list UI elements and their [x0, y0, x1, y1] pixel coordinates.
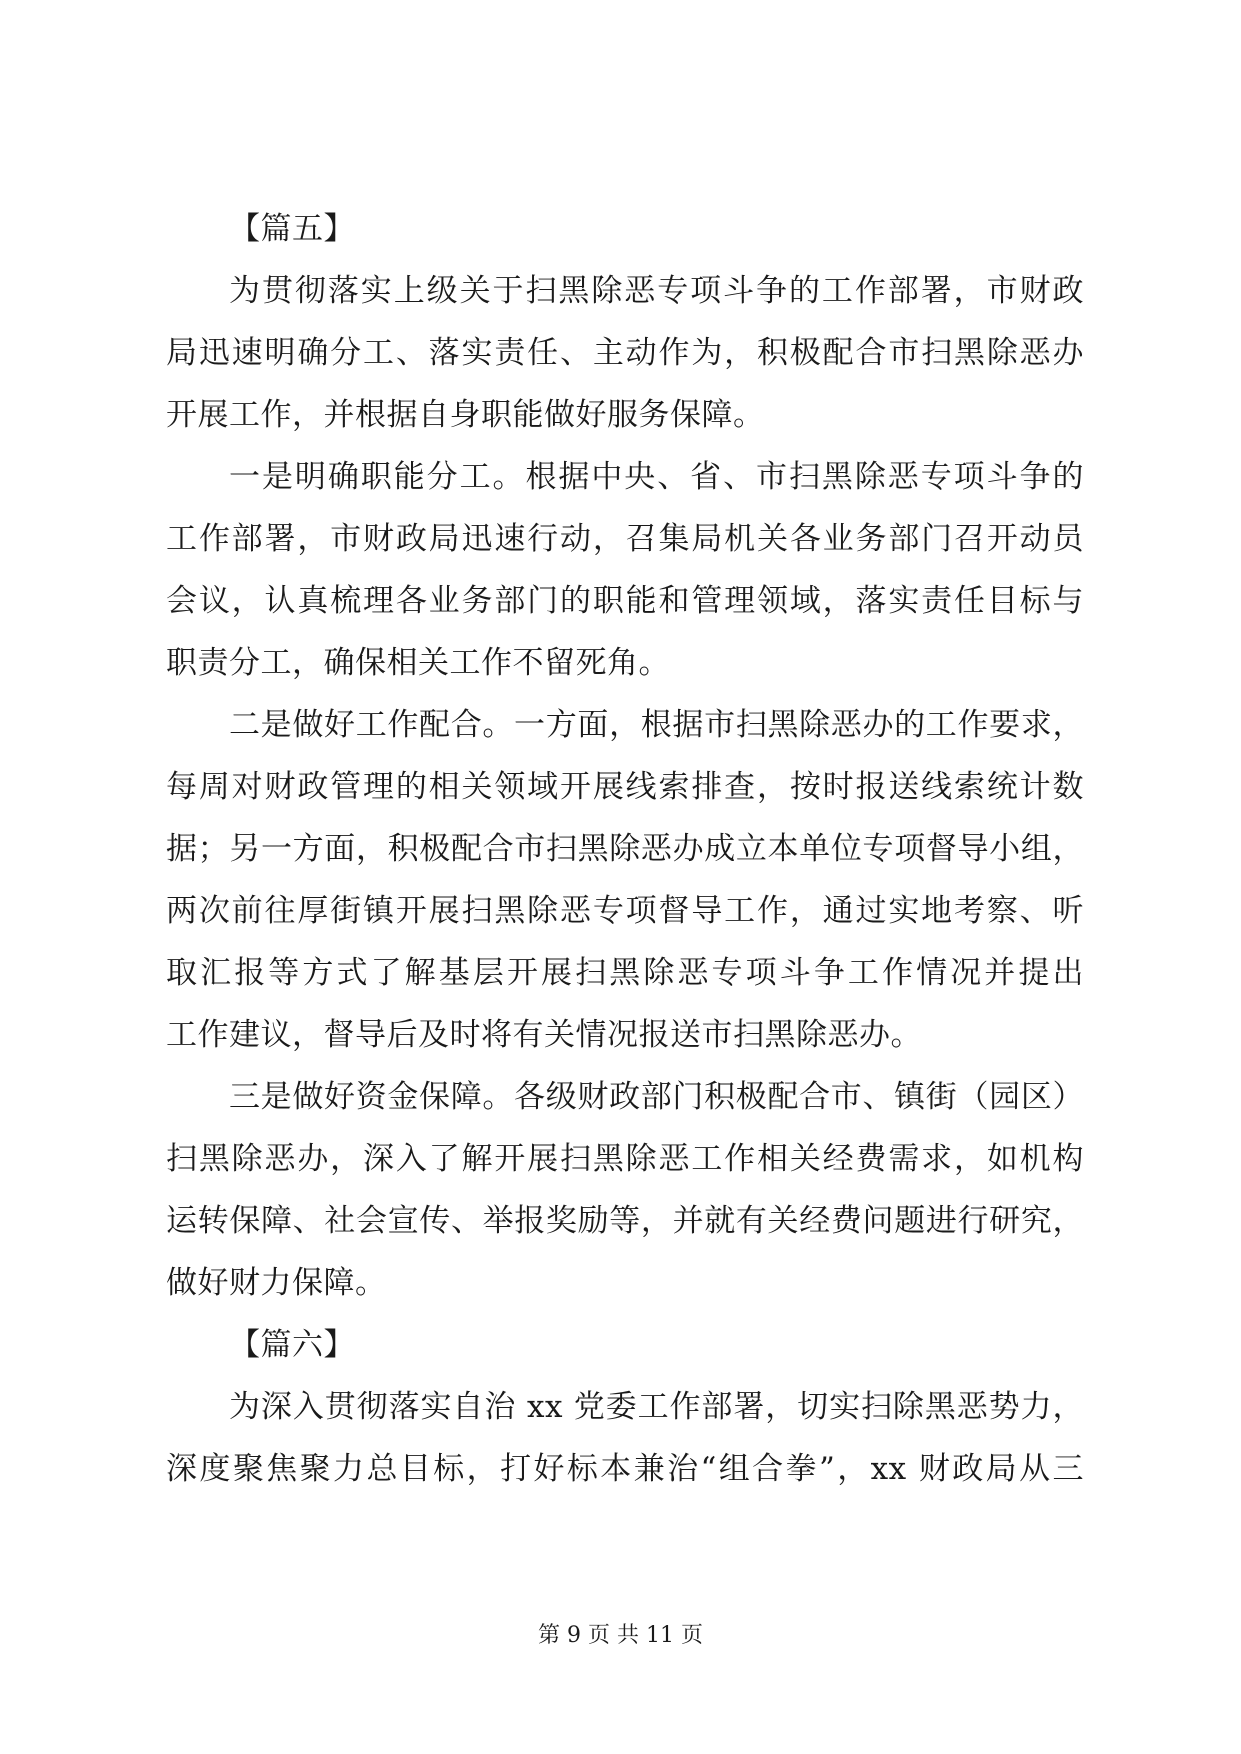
document-body [166, 198, 1084, 1500]
paragraph-line: 局迅速明确分工、落实责任、主动作为，积极配合市扫黑除恶办 [166, 335, 1084, 371]
paragraph-line: 二是做好工作配合。一方面，根据市扫黑除恶办的工作要求， [229, 707, 1084, 743]
paragraph-line: 一是明确职能分工。根据中央、省、市扫黑除恶专项斗争的 [229, 459, 1084, 495]
paragraph-line: 扫黑除恶办，深入了解开展扫黑除恶工作相关经费需求，如机构 [166, 1141, 1084, 1177]
paragraph-line: 运转保障、社会宣传、举报奖励等，并就有关经费问题进行研究， [166, 1203, 1084, 1239]
section-heading: 【篇六】 [229, 1327, 355, 1363]
paragraph-line: 三是做好资金保障。各级财政部门积极配合市、镇街（园区） [229, 1079, 1084, 1115]
paragraph-line: 工作部署，市财政局迅速行动，召集局机关各业务部门召开动员 [166, 521, 1084, 557]
paragraph-line: 深度聚焦聚力总目标，打好标本兼治“组合拳”，xx 财政局从三 [166, 1451, 1084, 1487]
page-footer: 第 9 页 共 11 页 [538, 1623, 703, 1648]
section-heading: 【篇五】 [229, 211, 355, 247]
paragraph-line: 做好财力保障。 [166, 1265, 387, 1301]
paragraph-line: 取汇报等方式了解基层开展扫黑除恶专项斗争工作情况并提出 [166, 955, 1084, 991]
paragraph-line: 每周对财政管理的相关领域开展线索排查，按时报送线索统计数 [166, 769, 1084, 805]
paragraph-line: 据；另一方面，积极配合市扫黑除恶办成立本单位专项督导小组， [166, 831, 1084, 867]
paragraph-line: 工作建议，督导后及时将有关情况报送市扫黑除恶办。 [166, 1017, 922, 1053]
paragraph-line: 开展工作，并根据自身职能做好服务保障。 [166, 397, 765, 433]
paragraph-line: 为深入贯彻落实自治 xx 党委工作部署，切实扫除黑恶势力， [229, 1389, 1084, 1425]
paragraph-line: 为贯彻落实上级关于扫黑除恶专项斗争的工作部署，市财政 [229, 273, 1084, 309]
paragraph-line: 职责分工，确保相关工作不留死角。 [166, 645, 670, 681]
paragraph-line: 会议，认真梳理各业务部门的职能和管理领域，落实责任目标与 [166, 583, 1084, 619]
paragraph-line: 两次前往厚街镇开展扫黑除恶专项督导工作，通过实地考察、听 [166, 893, 1084, 929]
